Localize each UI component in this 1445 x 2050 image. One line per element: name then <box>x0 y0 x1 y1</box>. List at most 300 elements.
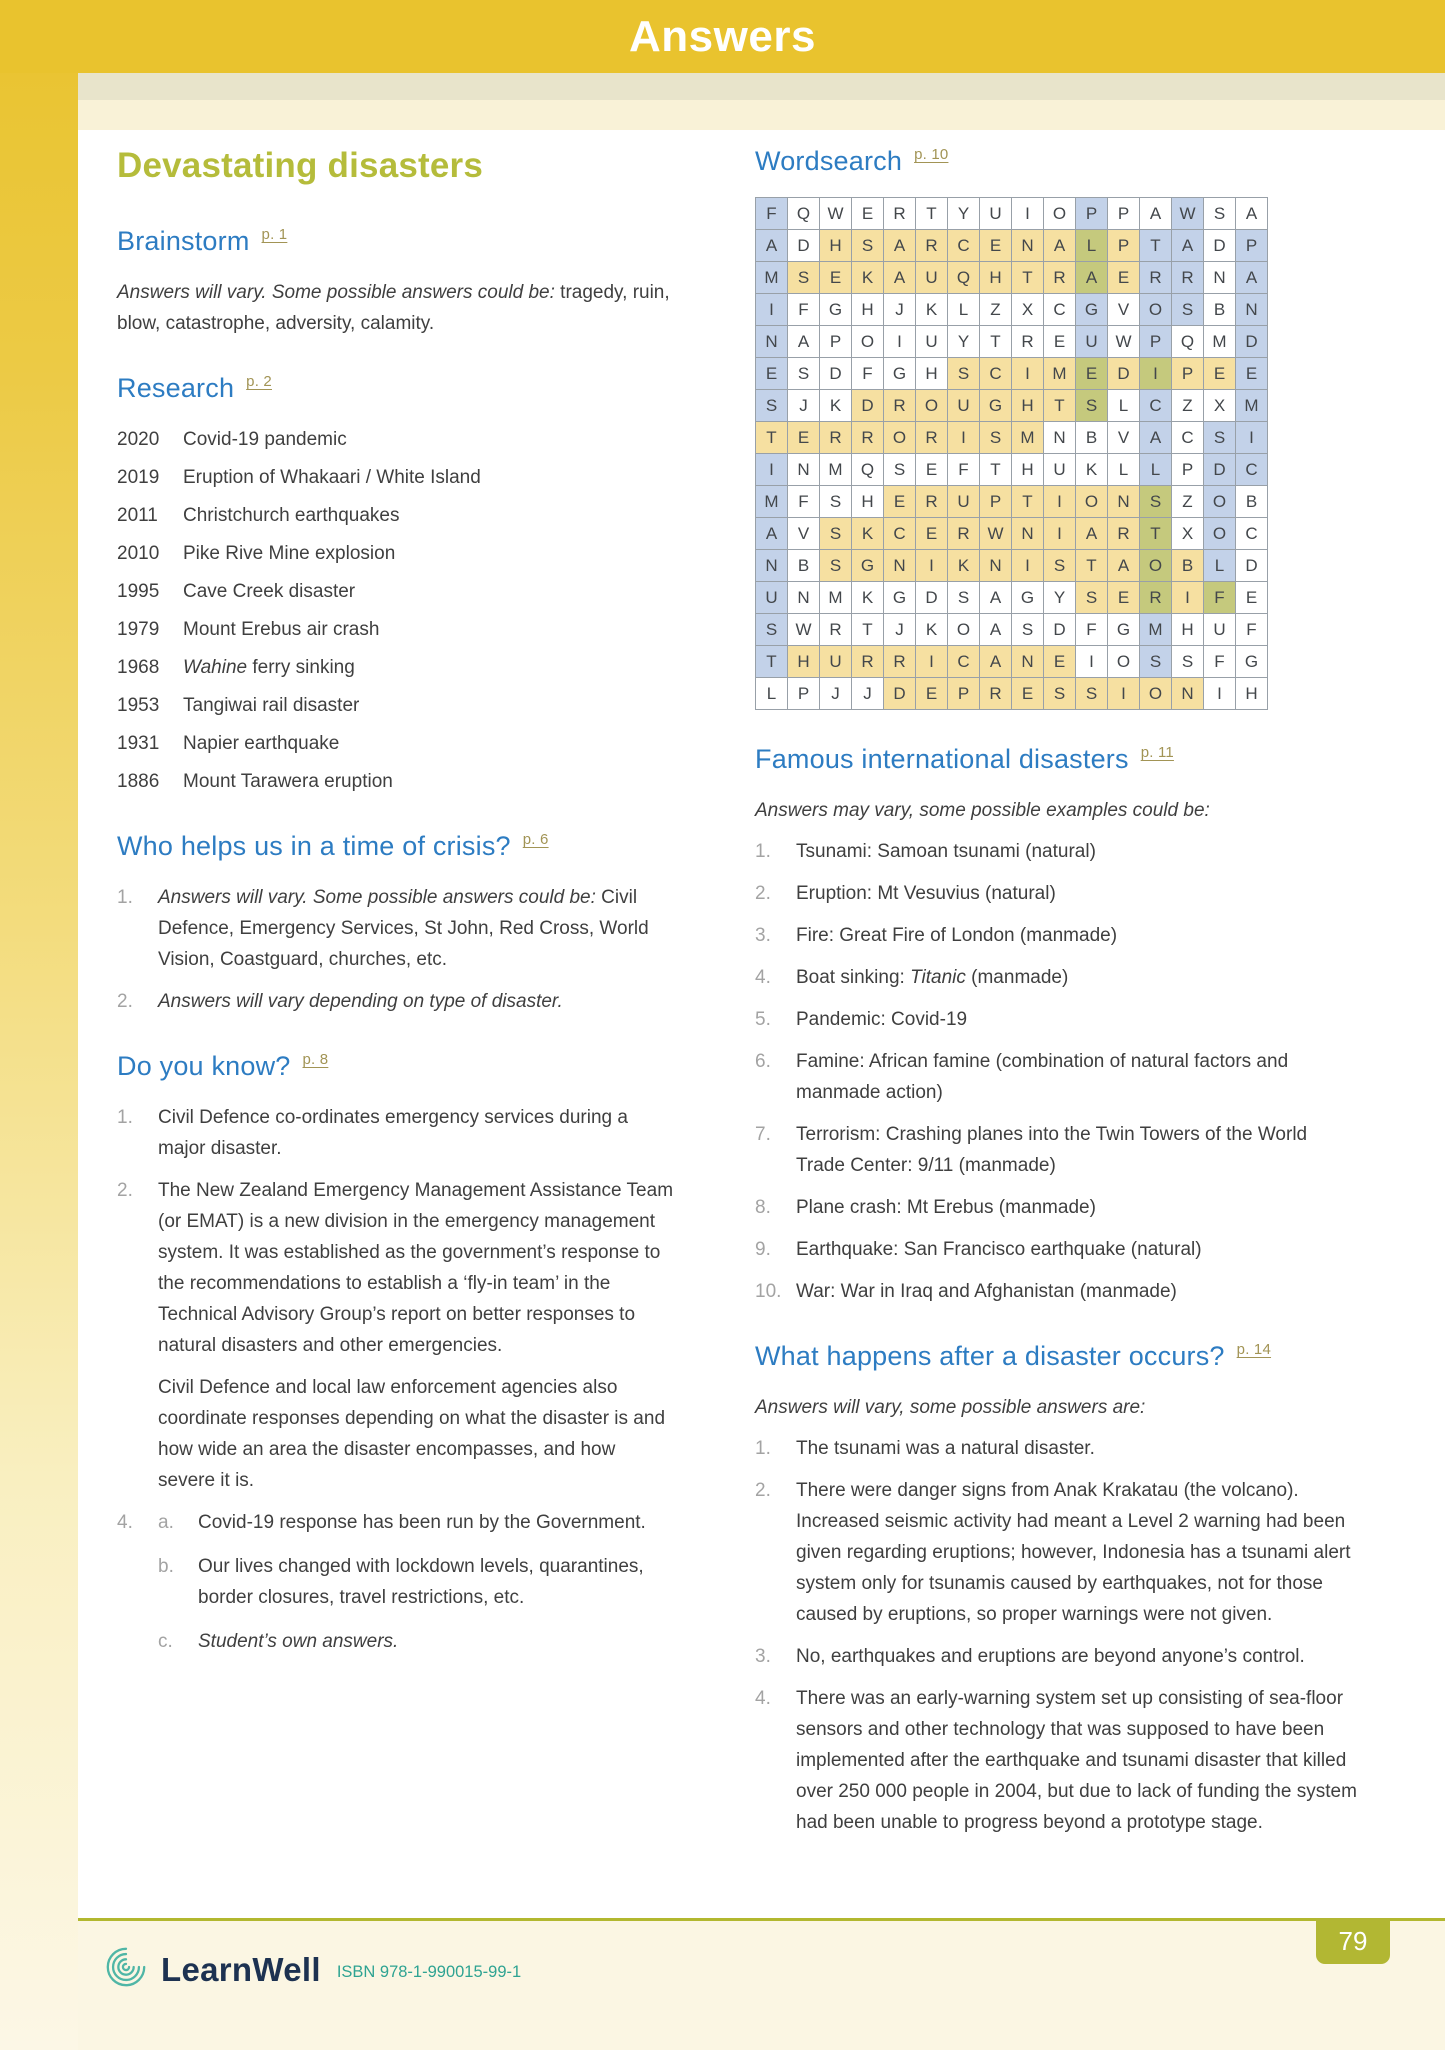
wordsearch-cell: H <box>820 230 852 262</box>
list-item <box>755 1276 1357 1307</box>
wordsearch-cell: N <box>1012 518 1044 550</box>
research-event <box>183 690 674 721</box>
text-segment: War: War in Iraq and Afghanistan (manmade) <box>796 1281 1177 1302</box>
wordsearch-cell: C <box>884 518 916 550</box>
brainstorm-answer <box>117 277 674 339</box>
wordsearch-cell: L <box>1108 454 1140 486</box>
wordsearch-row <box>756 358 1268 390</box>
list-text <box>796 1641 1357 1672</box>
page-ref-link[interactable]: p. 1 <box>261 226 288 243</box>
text-segment: Answers will vary depending on type of disaster. <box>158 991 563 1012</box>
page-ref-link[interactable]: p. 11 <box>1140 744 1174 761</box>
wordsearch-cell: I <box>756 294 788 326</box>
wordsearch-cell: F <box>1204 646 1236 678</box>
research-item <box>117 614 674 645</box>
wordsearch-cell: R <box>1140 582 1172 614</box>
doc-title: Devastating disasters <box>117 146 484 185</box>
isbn-text: ISBN 978-1-990015-99-1 <box>336 1963 522 1981</box>
wordsearch-cell: A <box>884 262 916 294</box>
list-number: 8. <box>755 1197 771 1218</box>
wordsearch-cell: H <box>852 486 884 518</box>
wordsearch-cell: U <box>916 326 948 358</box>
wordsearch-cell: T <box>980 326 1012 358</box>
list-number <box>117 1372 158 1496</box>
wordsearch-cell: J <box>852 678 884 710</box>
list-number: 9. <box>755 1239 771 1260</box>
wordsearch-cell: F <box>1204 582 1236 614</box>
list-text <box>158 986 674 1017</box>
list-number: 5. <box>755 1009 771 1030</box>
list-text <box>796 1192 1357 1223</box>
page-ref-link[interactable]: p. 10 <box>914 146 949 163</box>
wordsearch-cell: J <box>788 390 820 422</box>
wordsearch-cell: N <box>788 582 820 614</box>
list-item <box>755 878 1357 909</box>
wordsearch-row <box>756 294 1268 326</box>
section-heading-do-you-know <box>117 1051 674 1082</box>
after-disaster-list <box>755 1433 1357 1838</box>
research-item <box>117 690 674 721</box>
wordsearch-cell: M <box>1204 326 1236 358</box>
wordsearch-cell: H <box>1236 678 1268 710</box>
wordsearch-cell: E <box>884 486 916 518</box>
wordsearch-cell: A <box>884 230 916 262</box>
text-segment: Pike Rive Mine explosion <box>183 543 396 564</box>
wordsearch-cell: M <box>820 454 852 486</box>
wordsearch-cell: W <box>788 614 820 646</box>
list-number: 1. <box>117 1107 133 1128</box>
wordsearch-cell: I <box>1012 550 1044 582</box>
wordsearch-cell: T <box>1076 550 1108 582</box>
text-segment: Terrorism: Crashing planes into the Twin Towers of the World Trade Center: 9/11 (manmade) <box>796 1124 1308 1176</box>
research-event <box>183 500 674 531</box>
list-item <box>117 1102 674 1164</box>
sub-list-letter: a. <box>158 1512 174 1533</box>
wordsearch-cell: I <box>1076 646 1108 678</box>
right-column <box>755 146 1357 1849</box>
wordsearch-cell: E <box>1236 358 1268 390</box>
section-heading-label: Do you know? <box>117 1051 291 1081</box>
wordsearch-row <box>756 550 1268 582</box>
text-segment: The New Zealand Emergency Management Assistance Team (or EMAT) is a new division in the emergency management system. It was established as the government’s response to the recommendations to establish a ‘fly-in team’ in the Technical Advisory Group’s report on better responses to natural disasters and other emergencies. <box>158 1180 674 1356</box>
text-segment: Mount Erebus air crash <box>183 619 380 640</box>
list-text <box>158 1102 674 1164</box>
wordsearch-cell: A <box>1108 550 1140 582</box>
wordsearch-row <box>756 390 1268 422</box>
wordsearch-cell: H <box>916 358 948 390</box>
wordsearch-cell: G <box>820 294 852 326</box>
wordsearch-cell: I <box>916 646 948 678</box>
wordsearch-cell: A <box>1172 230 1204 262</box>
wordsearch-cell: M <box>1012 422 1044 454</box>
wordsearch-cell: E <box>820 262 852 294</box>
wordsearch-cell: K <box>852 262 884 294</box>
wordsearch-cell: P <box>788 678 820 710</box>
publisher-brand <box>103 1944 521 1995</box>
list-item <box>755 1119 1357 1181</box>
wordsearch-cell: B <box>788 550 820 582</box>
wordsearch-cell: S <box>1076 390 1108 422</box>
wordsearch-cell: R <box>820 422 852 454</box>
wordsearch-row <box>756 614 1268 646</box>
wordsearch-cell: C <box>1172 422 1204 454</box>
wordsearch-cell: O <box>1204 486 1236 518</box>
wordsearch-cell: I <box>1044 486 1076 518</box>
wordsearch-cell: G <box>1108 614 1140 646</box>
wordsearch-cell: U <box>1076 326 1108 358</box>
list-number: 4. <box>755 1688 771 1709</box>
wordsearch-cell: Y <box>1044 582 1076 614</box>
wordsearch-cell: A <box>1140 422 1172 454</box>
list-text <box>796 1119 1357 1181</box>
list-item <box>755 1683 1357 1838</box>
wordsearch-cell: W <box>1108 326 1140 358</box>
wordsearch-cell: E <box>1044 646 1076 678</box>
wordsearch-cell: H <box>1172 614 1204 646</box>
wordsearch-cell: M <box>1044 358 1076 390</box>
research-year: 2011 <box>117 505 158 526</box>
list-text <box>158 1175 674 1361</box>
text-segment: Answers will vary. Some possible answers could be: <box>158 887 596 908</box>
wordsearch-cell: E <box>1044 326 1076 358</box>
list-text <box>158 1507 674 1657</box>
text-segment: There were danger signs from Anak Krakatau (the volcano). Increased seismic activity had meant a Level 2 warning had been given regarding eruptions; however, Indonesia has a tsunami alert system only for tsunamis caused by earthquakes, not for those caused by eruptions, so proper warnings were not given. <box>796 1480 1351 1625</box>
wordsearch-cell: L <box>1076 230 1108 262</box>
wordsearch-cell: P <box>948 678 980 710</box>
wordsearch-row <box>756 230 1268 262</box>
sub-list-item <box>158 1507 674 1538</box>
page-number: 79 <box>1338 1925 1368 1956</box>
list-number: 2. <box>117 991 133 1012</box>
list-number: 1. <box>755 841 771 862</box>
wordsearch-cell: D <box>1204 454 1236 486</box>
wordsearch-cell: T <box>916 198 948 230</box>
list-item <box>755 1433 1357 1464</box>
list-number: 2. <box>117 1180 133 1201</box>
research-event <box>183 614 674 645</box>
wordsearch-cell: W <box>1172 198 1204 230</box>
who-helps-answer-list <box>117 882 674 1017</box>
text-segment: Tangiwai rail disaster <box>183 695 360 716</box>
wordsearch-cell: K <box>916 294 948 326</box>
research-timeline-list <box>117 424 674 797</box>
wordsearch-cell: X <box>1172 518 1204 550</box>
research-item <box>117 500 674 531</box>
wordsearch-grid <box>755 197 1268 710</box>
wordsearch-cell: R <box>884 646 916 678</box>
wordsearch-cell: A <box>1140 198 1172 230</box>
research-item <box>117 728 674 759</box>
wordsearch-cell: R <box>1108 518 1140 550</box>
wordsearch-cell: K <box>852 518 884 550</box>
wordsearch-cell: Q <box>788 198 820 230</box>
section-heading-after-disaster <box>755 1341 1357 1372</box>
wordsearch-cell: S <box>948 358 980 390</box>
list-item <box>755 836 1357 867</box>
list-number: 6. <box>755 1051 771 1072</box>
wordsearch-cell: U <box>916 262 948 294</box>
research-event <box>183 538 674 569</box>
wordsearch-cell: D <box>820 358 852 390</box>
wordsearch-cell: B <box>1236 486 1268 518</box>
wordsearch-cell: O <box>1076 486 1108 518</box>
list-item <box>117 882 674 975</box>
text-segment: Plane crash: Mt Erebus (manmade) <box>796 1197 1096 1218</box>
wordsearch-cell: A <box>980 582 1012 614</box>
wordsearch-cell: F <box>1236 614 1268 646</box>
wordsearch-cell: G <box>884 358 916 390</box>
sub-list-letter: b. <box>158 1556 174 1577</box>
wordsearch-cell: S <box>820 486 852 518</box>
list-text <box>796 1276 1357 1307</box>
section-heading-label: Research <box>117 373 235 403</box>
wordsearch-cell: A <box>980 646 1012 678</box>
wordsearch-cell: S <box>1044 550 1076 582</box>
research-item <box>117 462 674 493</box>
wordsearch-cell: A <box>788 326 820 358</box>
wordsearch-cell: M <box>1140 614 1172 646</box>
wordsearch-cell: G <box>980 390 1012 422</box>
text-segment: Covid-19 response has been run by the Government. <box>198 1512 646 1533</box>
wordsearch-cell: X <box>1012 294 1044 326</box>
research-item <box>117 424 674 455</box>
list-text <box>158 1372 674 1496</box>
wordsearch-cell: T <box>1012 262 1044 294</box>
wordsearch-cell: I <box>1236 422 1268 454</box>
brand-name: LearnWell <box>161 1950 321 1988</box>
wordsearch-cell: S <box>948 582 980 614</box>
wordsearch-cell: C <box>948 230 980 262</box>
research-year: 1931 <box>117 733 160 754</box>
wordsearch-cell: N <box>1236 294 1268 326</box>
left-column <box>117 146 674 1668</box>
wordsearch-cell: C <box>980 358 1012 390</box>
text-segment: (manmade) <box>965 967 1069 988</box>
page-ref-link[interactable]: p. 14 <box>1236 1341 1272 1358</box>
wordsearch-cell: U <box>980 198 1012 230</box>
research-event <box>183 652 674 683</box>
text-segment: Civil Defence co-ordinates emergency services during a major disaster. <box>158 1107 628 1159</box>
wordsearch-cell: L <box>1140 454 1172 486</box>
research-event <box>183 462 674 493</box>
wordsearch-cell: T <box>1140 230 1172 262</box>
wordsearch-row <box>756 422 1268 454</box>
wordsearch-cell: A <box>1044 230 1076 262</box>
wordsearch-cell: O <box>1140 550 1172 582</box>
wordsearch-cell: A <box>1076 518 1108 550</box>
wordsearch-cell: A <box>1076 262 1108 294</box>
list-text <box>158 882 674 975</box>
research-year: 1886 <box>117 771 160 792</box>
wordsearch-cell: S <box>1044 678 1076 710</box>
wordsearch-cell: I <box>916 550 948 582</box>
text-segment: Famine: African famine (combination of natural factors and manmade action) <box>796 1051 1289 1103</box>
list-text <box>796 1433 1357 1464</box>
wordsearch-cell: I <box>948 422 980 454</box>
do-you-know-answer-list <box>117 1102 674 1657</box>
research-item <box>117 576 674 607</box>
wordsearch-cell: K <box>916 614 948 646</box>
wordsearch-cell: B <box>1076 422 1108 454</box>
wordsearch-cell: O <box>1140 678 1172 710</box>
wordsearch-cell: S <box>788 358 820 390</box>
wordsearch-cell: S <box>1140 646 1172 678</box>
list-text <box>796 1046 1357 1108</box>
wordsearch-cell: N <box>1172 678 1204 710</box>
sub-list-text <box>198 1507 674 1538</box>
wordsearch-cell: S <box>756 614 788 646</box>
sub-list-item <box>158 1626 674 1657</box>
text-segment: Civil Defence, Emergency Services, St John, Red Cross, World Vision, Coastguard, churches, etc. <box>158 887 649 970</box>
wordsearch-cell: K <box>852 582 884 614</box>
wordsearch-cell: E <box>1236 582 1268 614</box>
research-year: 1953 <box>117 695 160 716</box>
list-item <box>117 1175 674 1361</box>
sub-list-text <box>198 1551 674 1613</box>
wordsearch-cell: P <box>1236 230 1268 262</box>
text-segment: ferry sinking <box>247 657 355 678</box>
wordsearch-cell: L <box>756 678 788 710</box>
wordsearch-cell: N <box>980 550 1012 582</box>
wordsearch-cell: P <box>1172 454 1204 486</box>
famous-disasters-list <box>755 836 1357 1307</box>
list-text <box>796 1004 1357 1035</box>
wordsearch-cell: O <box>948 614 980 646</box>
wordsearch-cell: R <box>916 230 948 262</box>
wordsearch-cell: R <box>884 198 916 230</box>
research-event <box>183 576 674 607</box>
wordsearch-cell: D <box>1236 326 1268 358</box>
wordsearch-row <box>756 486 1268 518</box>
research-event <box>183 728 674 759</box>
page-header <box>0 0 1445 73</box>
header-cream-strip <box>78 100 1445 130</box>
wordsearch-cell: S <box>852 230 884 262</box>
wordsearch-cell: S <box>788 262 820 294</box>
wordsearch-row <box>756 678 1268 710</box>
text-segment: Cave Creek disaster <box>183 581 356 602</box>
page-ref-link[interactable]: p. 8 <box>302 1051 329 1068</box>
wordsearch-cell: Z <box>1172 486 1204 518</box>
wordsearch-cell: B <box>1172 550 1204 582</box>
wordsearch-cell: T <box>852 614 884 646</box>
after-answer-note: Answers will vary, some possible answers are: <box>755 1397 1146 1418</box>
wordsearch-cell: A <box>756 518 788 550</box>
wordsearch-cell: U <box>948 390 980 422</box>
wordsearch-cell: O <box>1140 294 1172 326</box>
wordsearch-cell: S <box>820 550 852 582</box>
wordsearch-cell: D <box>788 230 820 262</box>
list-text <box>796 836 1357 867</box>
list-item <box>755 962 1357 993</box>
wordsearch-cell: O <box>884 422 916 454</box>
wordsearch-cell: E <box>788 422 820 454</box>
research-year: 2019 <box>117 467 160 488</box>
wordsearch-row <box>756 454 1268 486</box>
wordsearch-cell: S <box>1172 646 1204 678</box>
wordsearch-cell: R <box>852 646 884 678</box>
wordsearch-cell: J <box>884 294 916 326</box>
list-number: 1. <box>117 887 133 908</box>
wordsearch-cell: R <box>1012 326 1044 358</box>
wordsearch-cell: O <box>852 326 884 358</box>
wordsearch-cell: L <box>1204 550 1236 582</box>
text-segment: Eruption of Whakaari / White Island <box>183 467 481 488</box>
page-number-tab <box>1316 1918 1390 1964</box>
text-segment: Tsunami: Samoan tsunami (natural) <box>796 841 1096 862</box>
wordsearch-cell: E <box>916 678 948 710</box>
text-segment: Boat sinking: <box>796 967 911 988</box>
wordsearch-cell: W <box>820 198 852 230</box>
research-item <box>117 652 674 683</box>
wordsearch-cell: A <box>1236 262 1268 294</box>
wordsearch-cell: G <box>1076 294 1108 326</box>
wordsearch-cell: P <box>1172 358 1204 390</box>
wordsearch-cell: E <box>1108 262 1140 294</box>
wordsearch-cell: Q <box>852 454 884 486</box>
page-left-gold-strip <box>0 0 78 2050</box>
text-segment: Student’s own answers. <box>198 1631 399 1652</box>
page-ref-link[interactable]: p. 2 <box>246 373 272 390</box>
wordsearch-row <box>756 198 1268 230</box>
wordsearch-cell: R <box>1140 262 1172 294</box>
wordsearch-cell: N <box>1108 486 1140 518</box>
wordsearch-row <box>756 646 1268 678</box>
wordsearch-cell: R <box>852 422 884 454</box>
wordsearch-cell: N <box>1012 646 1044 678</box>
list-number: 10. <box>755 1281 782 1302</box>
wordsearch-cell: D <box>1204 230 1236 262</box>
list-item <box>755 1192 1357 1223</box>
wordsearch-cell: R <box>820 614 852 646</box>
sub-list-item <box>158 1551 674 1613</box>
research-item <box>117 766 674 797</box>
wordsearch-cell: F <box>948 454 980 486</box>
section-heading-wordsearch <box>755 146 1357 177</box>
wordsearch-cell: G <box>884 582 916 614</box>
list-item <box>117 1507 674 1657</box>
wordsearch-cell: Q <box>1172 326 1204 358</box>
text-segment: Earthquake: San Francisco earthquake (natural) <box>796 1239 1202 1260</box>
header-beige-strip <box>78 73 1445 100</box>
wordsearch-cell: E <box>980 230 1012 262</box>
wordsearch-cell: O <box>916 390 948 422</box>
wordsearch-cell: T <box>1140 518 1172 550</box>
research-event <box>183 766 674 797</box>
list-item <box>755 1004 1357 1035</box>
wordsearch-cell: P <box>1108 230 1140 262</box>
list-number: 1. <box>755 1438 771 1459</box>
wordsearch-cell: A <box>1236 198 1268 230</box>
wordsearch-cell: G <box>1236 646 1268 678</box>
wordsearch-cell: D <box>1108 358 1140 390</box>
wordsearch-cell: T <box>756 422 788 454</box>
wordsearch-cell: P <box>980 486 1012 518</box>
list-item <box>117 986 674 1017</box>
wordsearch-cell: B <box>1204 294 1236 326</box>
wordsearch-cell: H <box>788 646 820 678</box>
text-segment: Wahine <box>183 657 248 678</box>
wordsearch-cell: U <box>1204 614 1236 646</box>
page-ref-link[interactable]: p. 6 <box>522 831 549 848</box>
wordsearch-cell: A <box>980 614 1012 646</box>
wordsearch-cell: F <box>788 294 820 326</box>
wordsearch-cell: D <box>916 582 948 614</box>
wordsearch-cell: K <box>1076 454 1108 486</box>
wordsearch-cell: R <box>916 422 948 454</box>
wordsearch-cell: U <box>1044 454 1076 486</box>
wordsearch-cell: J <box>884 614 916 646</box>
